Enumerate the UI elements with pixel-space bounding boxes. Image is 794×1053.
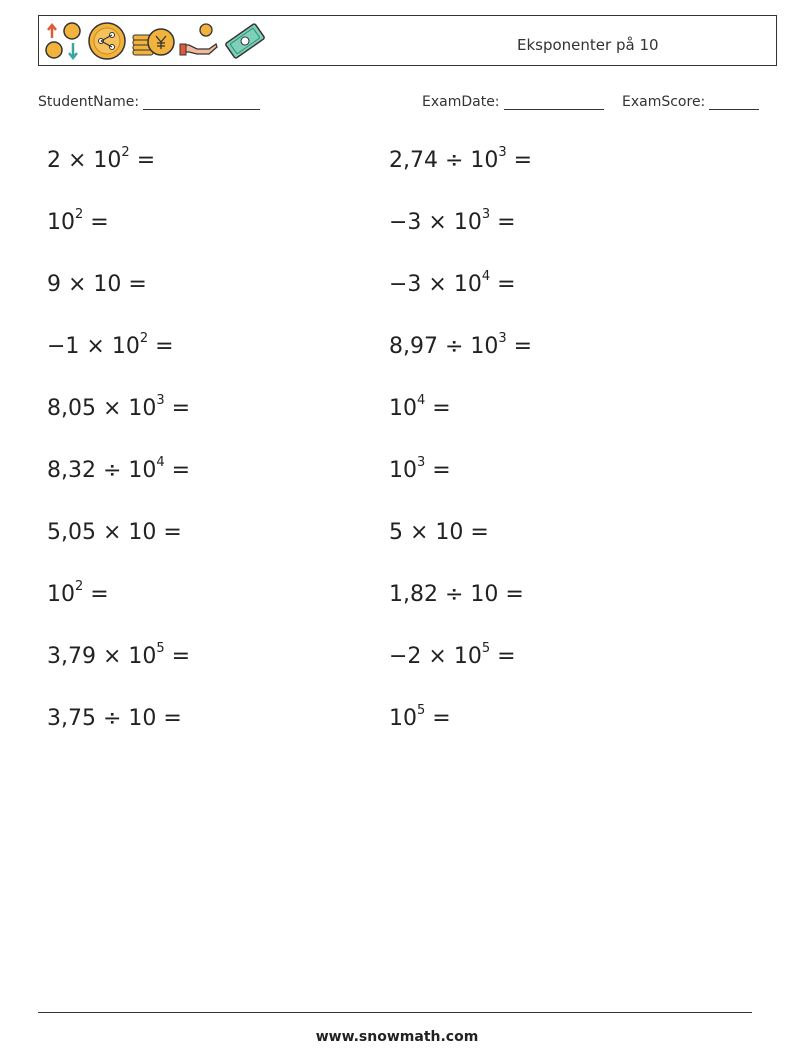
ripple-coin-icon bbox=[87, 21, 127, 61]
problem-exponent: 2 bbox=[121, 144, 130, 160]
problem-item bbox=[47, 272, 147, 297]
problem-base: 10 bbox=[389, 706, 417, 731]
problem-equals: = bbox=[164, 644, 191, 669]
problem-item bbox=[47, 640, 191, 669]
problem-equals: = bbox=[425, 706, 451, 731]
problem-item bbox=[47, 454, 191, 483]
problem-item bbox=[47, 206, 109, 235]
problem-exponent: 3 bbox=[156, 392, 165, 408]
problem-item bbox=[47, 392, 191, 421]
problem-item bbox=[389, 702, 451, 731]
problem-base: 1,82 ÷ 10 = bbox=[389, 582, 524, 607]
problem-equals: = bbox=[83, 582, 109, 607]
problem-base: 8,05 × 10 bbox=[47, 396, 157, 421]
student-name-line[interactable] bbox=[143, 95, 260, 110]
exam-score-label: ExamScore: bbox=[622, 94, 706, 110]
problem-base: 10 bbox=[389, 458, 417, 483]
problem-item bbox=[389, 520, 489, 545]
problem-item bbox=[389, 582, 524, 607]
problem-exponent: 2 bbox=[75, 206, 84, 222]
worksheet-header bbox=[38, 15, 777, 66]
problem-equals: = bbox=[129, 148, 156, 173]
problem-equals: = bbox=[425, 396, 451, 421]
problem-base: 8,97 ÷ 10 bbox=[389, 334, 499, 359]
problem-base: 10 bbox=[47, 210, 75, 235]
problem-exponent: 3 bbox=[417, 454, 426, 470]
problem-equals: = bbox=[164, 458, 191, 483]
problem-item bbox=[47, 330, 174, 359]
problem-base: 3,75 ÷ 10 = bbox=[47, 706, 182, 731]
problem-item bbox=[389, 268, 516, 297]
problem-base: 2 × 10 bbox=[47, 148, 122, 173]
footer-divider bbox=[38, 1012, 752, 1013]
problem-base: −3 × 10 bbox=[389, 272, 482, 297]
exam-date-field bbox=[422, 94, 604, 110]
problem-base: 5,05 × 10 = bbox=[47, 520, 182, 545]
problem-equals: = bbox=[490, 644, 516, 669]
problem-equals: = bbox=[164, 396, 191, 421]
student-name-label: StudentName: bbox=[38, 94, 140, 110]
worksheet-title: Eksponenter på 10 bbox=[517, 36, 659, 54]
problem-base: 5 × 10 = bbox=[389, 520, 489, 545]
problem-base: −3 × 10 bbox=[389, 210, 482, 235]
problem-base: 2,74 ÷ 10 bbox=[389, 148, 499, 173]
problem-base: 10 bbox=[389, 396, 417, 421]
problem-exponent: 5 bbox=[481, 640, 491, 656]
problem-base: −2 × 10 bbox=[389, 644, 482, 669]
problem-exponent: 2 bbox=[75, 578, 84, 594]
problem-equals: = bbox=[490, 272, 516, 297]
problem-equals: = bbox=[506, 334, 533, 359]
problem-item bbox=[389, 206, 516, 235]
problem-base: 8,32 ÷ 10 bbox=[47, 458, 157, 483]
yen-coin-stack-icon bbox=[131, 21, 175, 61]
problem-exponent: 2 bbox=[139, 330, 149, 346]
banknote-icon bbox=[223, 21, 267, 61]
problem-equals: = bbox=[148, 334, 174, 359]
problem-equals: = bbox=[83, 210, 109, 235]
problem-base: 3,79 × 10 bbox=[47, 644, 157, 669]
problem-item bbox=[47, 578, 109, 607]
problem-exponent: 3 bbox=[481, 206, 491, 222]
problem-item bbox=[47, 706, 182, 731]
problem-base: −1 × 10 bbox=[47, 334, 140, 359]
exam-score-field bbox=[622, 94, 759, 110]
exam-score-line[interactable] bbox=[709, 95, 759, 110]
problem-exponent: 3 bbox=[498, 330, 507, 346]
problem-exponent: 4 bbox=[481, 268, 491, 284]
problem-item bbox=[47, 520, 182, 545]
problem-item bbox=[389, 454, 451, 483]
problem-exponent: 3 bbox=[498, 144, 507, 160]
problem-item bbox=[389, 144, 533, 173]
hand-coin-icon bbox=[179, 21, 219, 61]
problem-item bbox=[389, 392, 451, 421]
problem-equals: = bbox=[506, 148, 533, 173]
problem-exponent: 5 bbox=[156, 640, 165, 656]
header-icons bbox=[43, 20, 267, 62]
problem-base: 10 bbox=[47, 582, 75, 607]
problem-item bbox=[389, 640, 516, 669]
exam-date-label: ExamDate: bbox=[422, 94, 500, 110]
footer-url: www.snowmath.com bbox=[315, 1029, 479, 1045]
problem-item bbox=[389, 330, 533, 359]
problem-equals: = bbox=[425, 458, 451, 483]
exam-date-line[interactable] bbox=[504, 95, 604, 110]
coin-exchange-icon bbox=[43, 21, 83, 61]
problem-equals: = bbox=[490, 210, 516, 235]
problem-item bbox=[47, 144, 156, 173]
student-name-field bbox=[38, 94, 260, 110]
problem-exponent: 4 bbox=[417, 392, 426, 408]
problem-exponent: 5 bbox=[417, 702, 426, 718]
problem-exponent: 4 bbox=[156, 454, 165, 470]
problem-base: 9 × 10 = bbox=[47, 272, 147, 297]
